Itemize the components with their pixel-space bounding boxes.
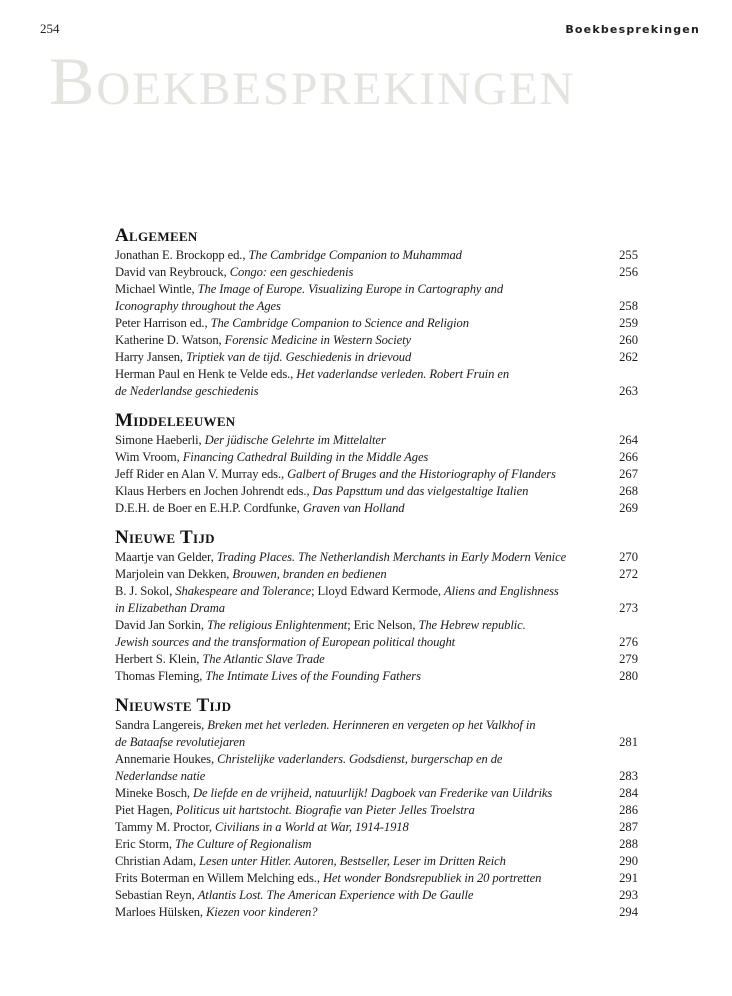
toc-section — [115, 412, 638, 517]
toc-entry-line — [115, 651, 638, 668]
entry-author-segment: Herman Paul en Henk te Velde eds., — [115, 367, 297, 381]
entry-author-segment: Tammy M. Proctor, — [115, 820, 216, 834]
toc-entry-line — [115, 870, 638, 887]
entry-title-segment: Politicus uit hartstocht. Biografie van Pieter Jelles Troelstra — [175, 803, 475, 817]
toc-entry-line — [115, 802, 638, 819]
entry-text — [115, 383, 259, 400]
entry-author-segment: David van Reybrouck, — [115, 265, 230, 279]
toc-entry-line — [115, 768, 638, 785]
entry-title-segment: Atlantis Lost. The American Experience with De Gaulle — [197, 888, 474, 902]
toc-section — [115, 529, 638, 685]
toc-entry-line — [115, 466, 638, 483]
toc-entry-line — [115, 549, 638, 566]
entry-text — [115, 281, 503, 298]
entry-text — [115, 483, 528, 500]
toc-section — [115, 697, 638, 921]
entry-title-segment: The Atlantic Slave Trade — [202, 652, 325, 666]
toc-entry-line — [115, 668, 638, 685]
entry-title-segment: The religious Enlightenment — [206, 618, 348, 632]
section-heading: Nieuwe Tijd — [115, 527, 215, 548]
section-heading: Algemeen — [115, 225, 198, 246]
entry-page-number: 267 — [619, 467, 638, 481]
toc-entry-line — [115, 566, 638, 583]
entry-page-number: 264 — [619, 433, 638, 447]
entry-title-segment: Christelijke vaderlanders. Godsdienst, burgerschap en de — [217, 752, 503, 766]
entry-page-number: 288 — [619, 837, 638, 851]
entry-page-number: 293 — [619, 888, 638, 902]
toc-entry-line — [115, 332, 638, 349]
toc-entry-line — [115, 734, 638, 751]
entry-page-number: 294 — [619, 905, 638, 919]
toc-entry-line — [115, 617, 638, 634]
entry-text — [115, 634, 455, 651]
entry-author-segment: Eric Storm, — [115, 837, 176, 851]
entry-page-number: 262 — [619, 350, 638, 364]
entry-author-segment: ; Lloyd Edward Kermode, — [311, 584, 445, 598]
entry-page-number: 280 — [619, 669, 638, 683]
entry-title-segment: Forensic Medicine in Western Society — [224, 333, 412, 347]
entry-title-segment: Lesen unter Hitler. Autoren, Bestseller, Leser im Dritten Reich — [199, 854, 506, 868]
entry-page-number: 290 — [619, 854, 638, 868]
entry-author-segment: Annemarie Houkes, — [115, 752, 218, 766]
entry-text — [115, 887, 473, 904]
entry-title-segment: The Culture of Regionalism — [175, 837, 312, 851]
toc-entry-line — [115, 583, 638, 600]
chapter-title-initial: B — [49, 43, 97, 119]
entry-text — [115, 432, 386, 449]
entry-title-segment: Financing Cathedral Building in the Middle Ages — [182, 450, 429, 464]
entry-title-segment: Civilians in a World at War, 1914-1918 — [215, 820, 409, 834]
entry-text — [115, 332, 411, 349]
entry-title-segment: Het wonder Bondsrepubliek in 20 portretten — [322, 871, 542, 885]
entry-page-number: 281 — [619, 735, 638, 749]
entry-author-segment: Harry Jansen, — [115, 350, 186, 364]
entry-page-number: 260 — [619, 333, 638, 347]
entry-page-number: 283 — [619, 769, 638, 783]
entry-title-segment: Het vaderlandse verleden. Robert Fruin en — [296, 367, 510, 381]
entry-title-segment: Shakespeare and Tolerance — [175, 584, 312, 598]
entry-text — [115, 785, 552, 802]
entry-author-segment: Mineke Bosch, — [115, 786, 193, 800]
entry-text — [115, 651, 325, 668]
entry-page-number: 276 — [619, 635, 638, 649]
running-header — [40, 21, 700, 37]
chapter-title-rest: OEKBESPREKINGEN — [96, 63, 576, 115]
entry-text — [115, 734, 245, 751]
entry-title-segment: Der jüdische Gelehrte im Mittelalter — [204, 433, 386, 447]
entry-page-number: 269 — [619, 501, 638, 515]
toc-entry-line — [115, 349, 638, 366]
entry-page-number: 266 — [619, 450, 638, 464]
toc-entry-line — [115, 298, 638, 315]
entry-title-segment: in Elizabethan Drama — [115, 601, 225, 615]
entry-title-segment: Trading Places. The Netherlandish Merchants in Early Modern Venice — [216, 550, 567, 564]
entry-title-segment: Congo: een geschiedenis — [229, 265, 354, 279]
entry-page-number: 268 — [619, 484, 638, 498]
entry-author-segment: Jonathan E. Brockopp ed., — [115, 248, 249, 262]
entry-page-number: 256 — [619, 265, 638, 279]
entry-page-number: 263 — [619, 384, 638, 398]
entry-text — [115, 449, 428, 466]
entry-title-segment: Das Papsttum und das vielgestaltige Italien — [312, 484, 529, 498]
entry-title-segment: Triptiek van de tijd. Geschiedenis in drievoud — [186, 350, 412, 364]
entry-text — [115, 298, 281, 315]
entry-page-number: 255 — [619, 248, 638, 262]
page-folio-number: 254 — [40, 21, 60, 36]
entry-title-segment: De liefde en de vrijheid, natuurlijk! Dagboek van Frederike van Uildriks — [193, 786, 553, 800]
entry-text — [115, 904, 317, 921]
entry-page-number: 287 — [619, 820, 638, 834]
toc-entry-line — [115, 383, 638, 400]
entry-page-number: 284 — [619, 786, 638, 800]
toc-entry-line — [115, 853, 638, 870]
entry-page-number: 291 — [619, 871, 638, 885]
entry-page-number: 279 — [619, 652, 638, 666]
entry-text — [115, 264, 353, 281]
entry-author-segment: Jeff Rider en Alan V. Murray eds., — [115, 467, 288, 481]
entry-title-segment: de Nederlandse geschiedenis — [115, 384, 259, 398]
entry-text — [115, 349, 411, 366]
entry-title-segment: de Bataafse revolutiejaren — [115, 735, 246, 749]
entry-text — [115, 819, 409, 836]
toc-entry-line — [115, 247, 638, 264]
entry-page-number: 272 — [619, 567, 638, 581]
entry-title-segment: Graven van Holland — [302, 501, 405, 515]
toc-entry-line — [115, 449, 638, 466]
entry-text — [115, 583, 559, 600]
entry-author-segment: B. J. Sokol, — [115, 584, 176, 598]
entry-text — [115, 853, 506, 870]
entry-text — [115, 600, 225, 617]
entry-page-number: 286 — [619, 803, 638, 817]
entry-text — [115, 617, 526, 634]
entry-title-segment: Aliens and Englishness — [444, 584, 559, 598]
toc-entry-line — [115, 500, 638, 517]
toc-entry-line — [115, 315, 638, 332]
entry-title-segment: The Cambridge Companion to Science and Religion — [210, 316, 469, 330]
entry-text — [115, 870, 541, 887]
entry-author-segment: Marloes Hülsken, — [115, 905, 206, 919]
entry-title-segment: The Hebrew republic. — [418, 618, 526, 632]
entry-page-number: 273 — [619, 601, 638, 615]
entry-author-segment: Maartje van Gelder, — [115, 550, 217, 564]
entry-author-segment: Frits Boterman en Willem Melching eds., — [115, 871, 323, 885]
entry-title-segment: Galbert of Bruges and the Historiography of Flanders — [287, 467, 556, 481]
toc-entry-line — [115, 717, 638, 734]
section-heading: Middeleeuwen — [115, 410, 236, 431]
entry-text — [115, 836, 312, 853]
entry-author-segment: D.E.H. de Boer en E.H.P. Cordfunke, — [115, 501, 303, 515]
entry-author-segment: Michael Wintle, — [115, 282, 198, 296]
entry-author-segment: Simone Haeberli, — [115, 433, 205, 447]
entry-text — [115, 751, 502, 768]
toc-entry-line — [115, 819, 638, 836]
entry-title-segment: Brouwen, branden en bedienen — [232, 567, 387, 581]
entry-author-segment: Herbert S. Klein, — [115, 652, 203, 666]
toc-entry-line — [115, 751, 638, 768]
entry-page-number: 258 — [619, 299, 638, 313]
entry-author-segment: Sebastian Reyn, — [115, 888, 198, 902]
toc — [115, 227, 638, 933]
entry-text — [115, 768, 205, 785]
toc-entry-line — [115, 483, 638, 500]
entry-author-segment: Sandra Langereis, — [115, 718, 208, 732]
entry-author-segment: Christian Adam, — [115, 854, 200, 868]
entry-text — [115, 315, 469, 332]
entry-text — [115, 500, 404, 517]
toc-entry-line — [115, 887, 638, 904]
entry-author-segment: Wim Vroom, — [115, 450, 183, 464]
toc-entry-line — [115, 785, 638, 802]
toc-entry-line — [115, 281, 638, 298]
section-heading: Nieuwste Tijd — [115, 695, 232, 716]
entry-title-segment: The Image of Europe. Visualizing Europe in Cartography and — [197, 282, 504, 296]
entry-author-segment: Peter Harrison ed., — [115, 316, 211, 330]
toc-section — [115, 227, 638, 400]
entry-text — [115, 566, 387, 583]
entry-author-segment: Thomas Fleming, — [115, 669, 206, 683]
toc-entry-line — [115, 264, 638, 281]
entry-title-segment: Breken met het verleden. Herinneren en vergeten op het Valkhof in — [207, 718, 536, 732]
entry-title-segment: Jewish sources and the transformation of European political thought — [115, 635, 456, 649]
entry-title-segment: The Intimate Lives of the Founding Fathers — [205, 669, 421, 683]
entry-title-segment: Iconography throughout the Ages — [115, 299, 281, 313]
entry-author-segment: Marjolein van Dekken, — [115, 567, 233, 581]
entry-title-segment: Kiezen voor kinderen? — [206, 905, 318, 919]
toc-entry-line — [115, 600, 638, 617]
entry-page-number: 259 — [619, 316, 638, 330]
entry-author-segment: Katherine D. Watson, — [115, 333, 225, 347]
toc-entry-line — [115, 366, 638, 383]
entry-text — [115, 717, 535, 734]
running-header-title: Boekbesprekingen — [565, 23, 700, 36]
toc-entry-line — [115, 634, 638, 651]
entry-text — [115, 802, 475, 819]
entry-author-segment: ; Eric Nelson, — [347, 618, 419, 632]
entry-author-segment: David Jan Sorkin, — [115, 618, 207, 632]
entry-author-segment: Piet Hagen, — [115, 803, 176, 817]
toc-entry-line — [115, 904, 638, 921]
entry-text — [115, 247, 462, 264]
entry-text — [115, 466, 556, 483]
toc-entry-line — [115, 432, 638, 449]
entry-text — [115, 366, 509, 383]
entry-title-segment: The Cambridge Companion to Muhammad — [248, 248, 462, 262]
toc-entry-line — [115, 836, 638, 853]
entry-page-number: 270 — [619, 550, 638, 564]
entry-author-segment: Klaus Herbers en Jochen Johrendt eds., — [115, 484, 313, 498]
chapter-title — [49, 43, 576, 134]
entry-title-segment: Nederlandse natie — [115, 769, 206, 783]
entry-text — [115, 668, 421, 685]
entry-text — [115, 549, 566, 566]
